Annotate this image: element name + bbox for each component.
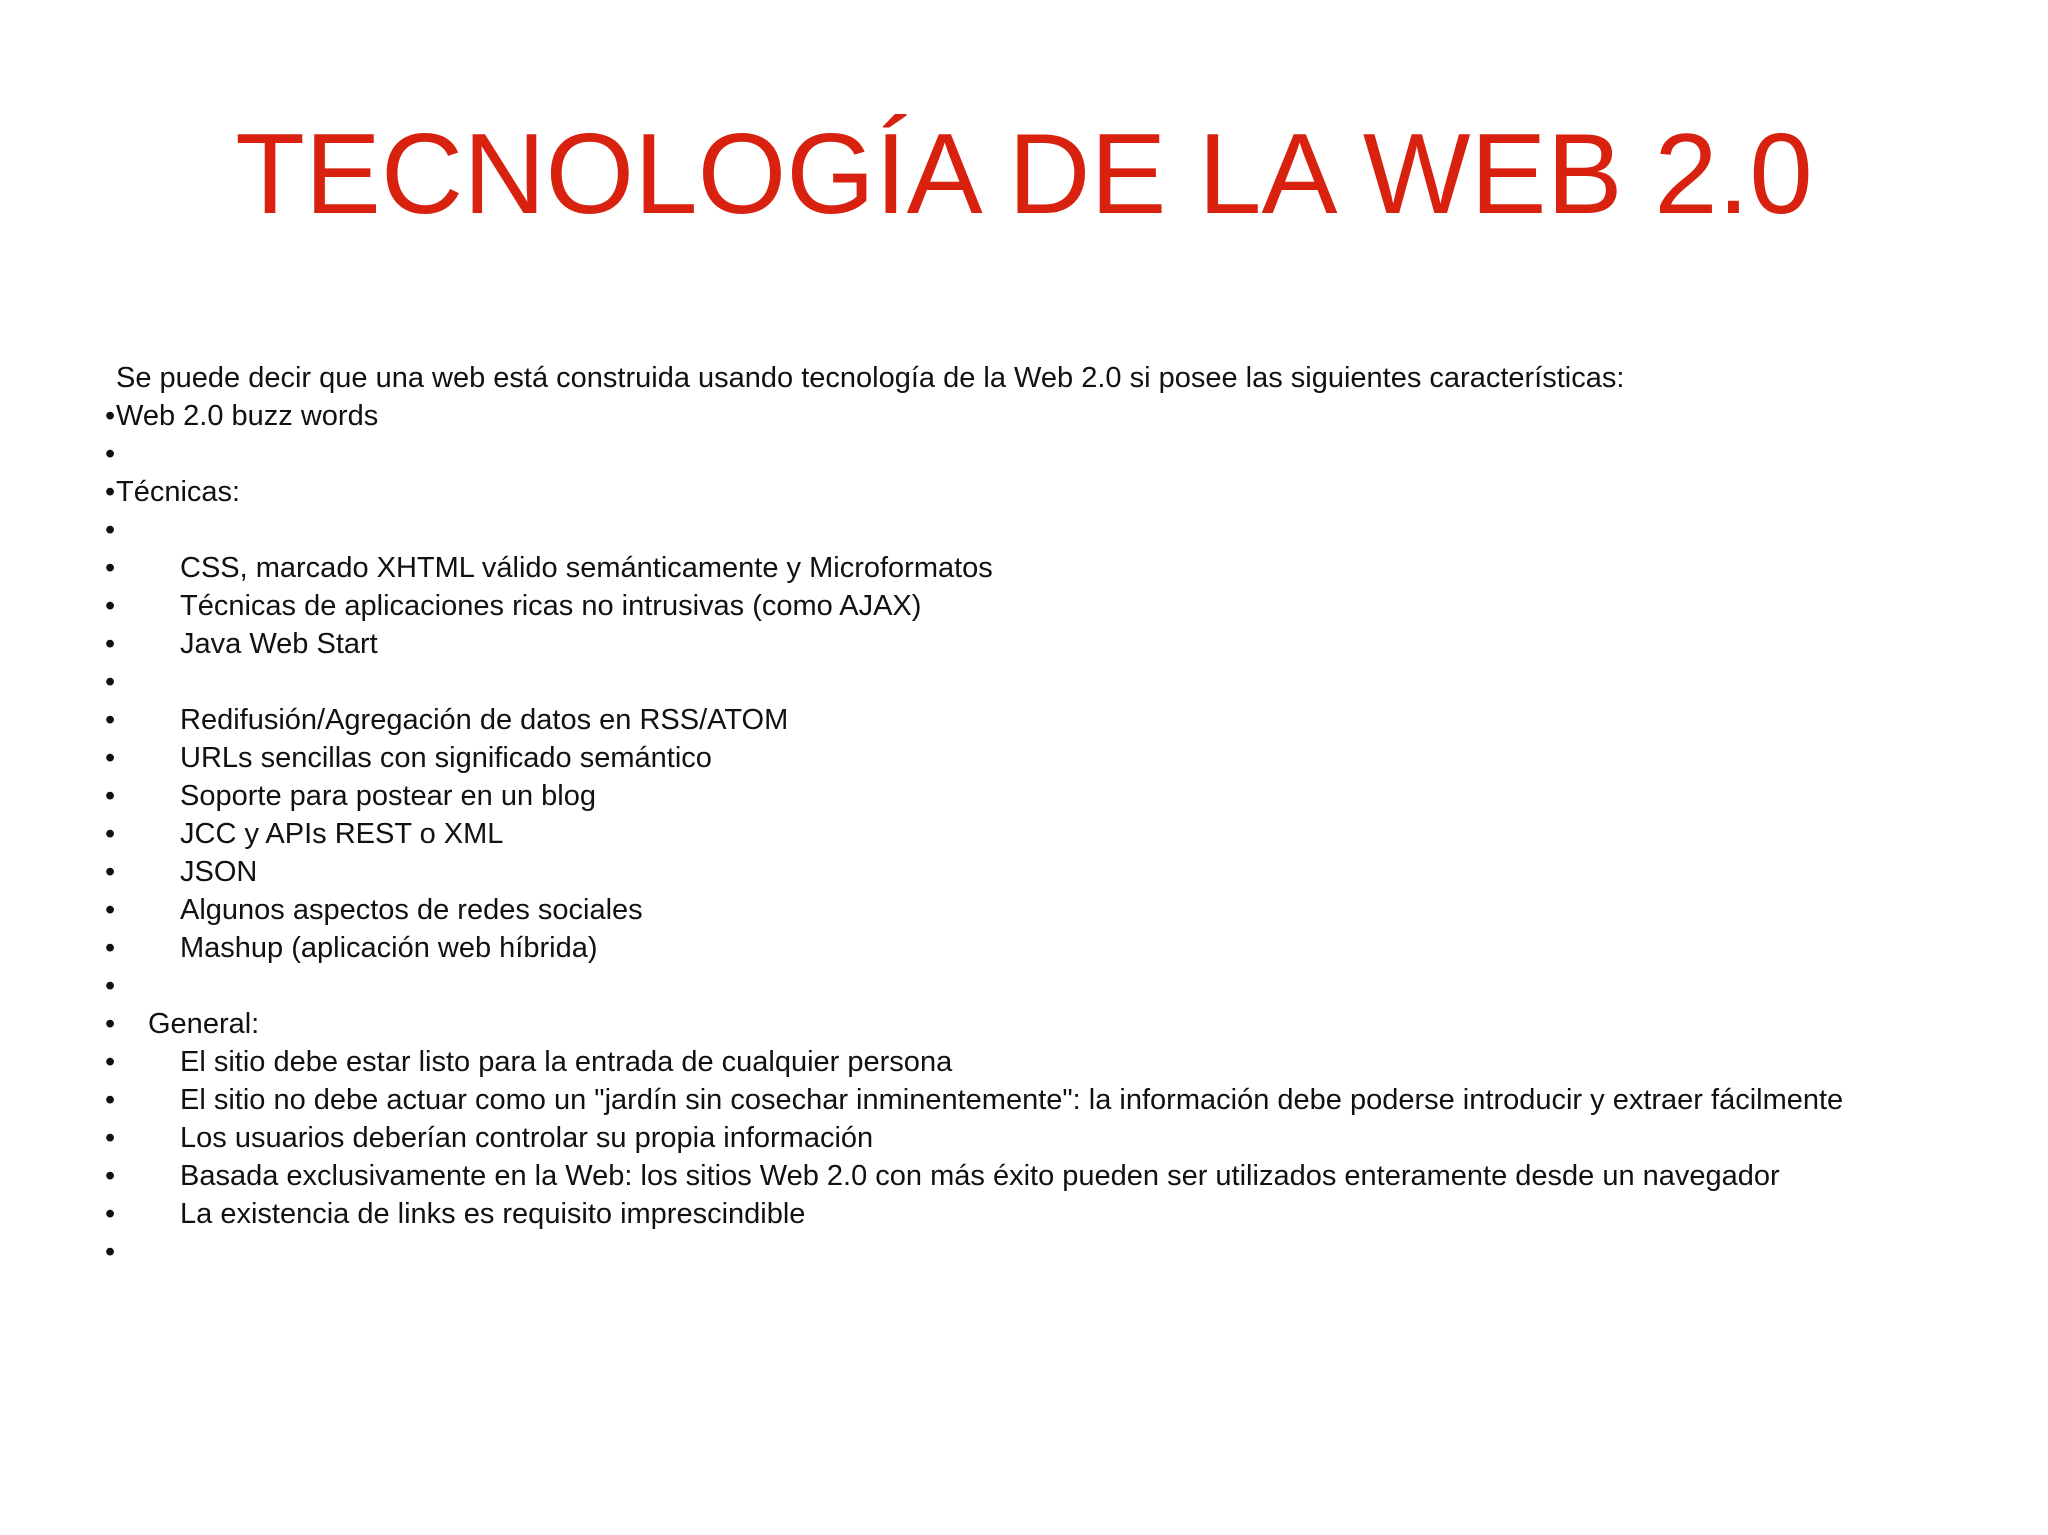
list-item xyxy=(105,891,2005,929)
slide-title: TECNOLOGÍA DE LA WEB 2.0 xyxy=(235,111,1813,238)
list-item xyxy=(105,1119,2005,1157)
list-item xyxy=(105,663,2005,701)
bullet-list xyxy=(105,397,2005,1271)
bullet-icon: • xyxy=(105,932,116,964)
bullet-icon: • xyxy=(105,1046,116,1078)
bullet-icon: • xyxy=(105,590,116,622)
bullet-icon: • xyxy=(105,894,116,926)
list-item xyxy=(105,473,2005,511)
list-item-text: Soporte para postear en un blog xyxy=(180,780,596,812)
bullet-icon: • xyxy=(105,818,116,850)
list-item-text: Web 2.0 buzz words xyxy=(116,400,379,432)
bullet-icon: • xyxy=(105,780,116,812)
list-item-text: CSS, marcado XHTML válido semánticamente y Microformatos xyxy=(180,552,993,584)
list-item xyxy=(105,1157,2005,1195)
list-item-text: Técnicas de aplicaciones ricas no intrusivas (como AJAX) xyxy=(180,590,922,622)
bullet-icon: • xyxy=(105,1008,116,1040)
list-item-text: Mashup (aplicación web híbrida) xyxy=(180,932,598,964)
list-item-text: Técnicas: xyxy=(116,476,241,508)
bullet-icon: • xyxy=(105,1236,116,1268)
list-item xyxy=(105,777,2005,815)
list-item-text: Basada exclusivamente en la Web: los sitios Web 2.0 con más éxito pueden ser utilizados enteramente desde un navegador xyxy=(180,1160,1780,1192)
bullet-icon: • xyxy=(105,400,116,432)
list-item-text: Los usuarios deberían controlar su propia información xyxy=(180,1122,874,1154)
list-item-text: El sitio no debe actuar como un "jardín sin cosechar inminentemente": la información debe poderse introducir y extraer fácilmente xyxy=(180,1084,1844,1116)
bullet-icon: • xyxy=(105,666,116,698)
bullet-icon: • xyxy=(105,742,116,774)
bullet-icon: • xyxy=(105,704,116,736)
bullet-icon: • xyxy=(105,552,116,584)
bullet-icon: • xyxy=(105,1198,116,1230)
bullet-icon: • xyxy=(105,514,116,546)
list-item xyxy=(105,853,2005,891)
list-item-text: JCC y APIs REST o XML xyxy=(180,818,504,850)
bullet-icon: • xyxy=(105,628,116,660)
list-item xyxy=(105,511,2005,549)
bullet-icon: • xyxy=(105,1160,116,1192)
bullet-icon: • xyxy=(105,856,116,888)
bullet-icon: • xyxy=(105,1084,116,1116)
bullet-icon: • xyxy=(105,1122,116,1154)
bullet-icon: • xyxy=(105,476,116,508)
intro-text: Se puede decir que una web está construida usando tecnología de la Web 2.0 si posee las siguientes características: xyxy=(116,362,1625,394)
list-item-text: El sitio debe estar listo para la entrada de cualquier persona xyxy=(180,1046,953,1078)
list-item-text: JSON xyxy=(180,856,258,888)
list-item xyxy=(105,1195,2005,1233)
list-item-text: La existencia de links es requisito imprescindible xyxy=(180,1198,806,1230)
list-item xyxy=(105,929,2005,967)
list-item xyxy=(105,549,2005,587)
list-item xyxy=(105,815,2005,853)
list-item xyxy=(105,397,2005,435)
list-item-text: Algunos aspectos de redes sociales xyxy=(180,894,643,926)
list-item xyxy=(105,701,2005,739)
list-item-text: Java Web Start xyxy=(180,628,378,660)
bullet-icon: • xyxy=(105,438,116,470)
list-item xyxy=(105,1005,2005,1043)
list-item-text: General: xyxy=(148,1008,260,1040)
list-item xyxy=(105,967,2005,1005)
list-item-text: URLs sencillas con significado semántico xyxy=(180,742,712,774)
list-item xyxy=(105,1043,2005,1081)
list-item xyxy=(105,625,2005,663)
list-item xyxy=(105,739,2005,777)
list-item xyxy=(105,1081,2005,1119)
list-item-text: Redifusión/Agregación de datos en RSS/ATOM xyxy=(180,704,789,736)
list-item xyxy=(105,435,2005,473)
list-item xyxy=(105,1233,2005,1271)
bullet-icon: • xyxy=(105,970,116,1002)
list-item xyxy=(105,587,2005,625)
